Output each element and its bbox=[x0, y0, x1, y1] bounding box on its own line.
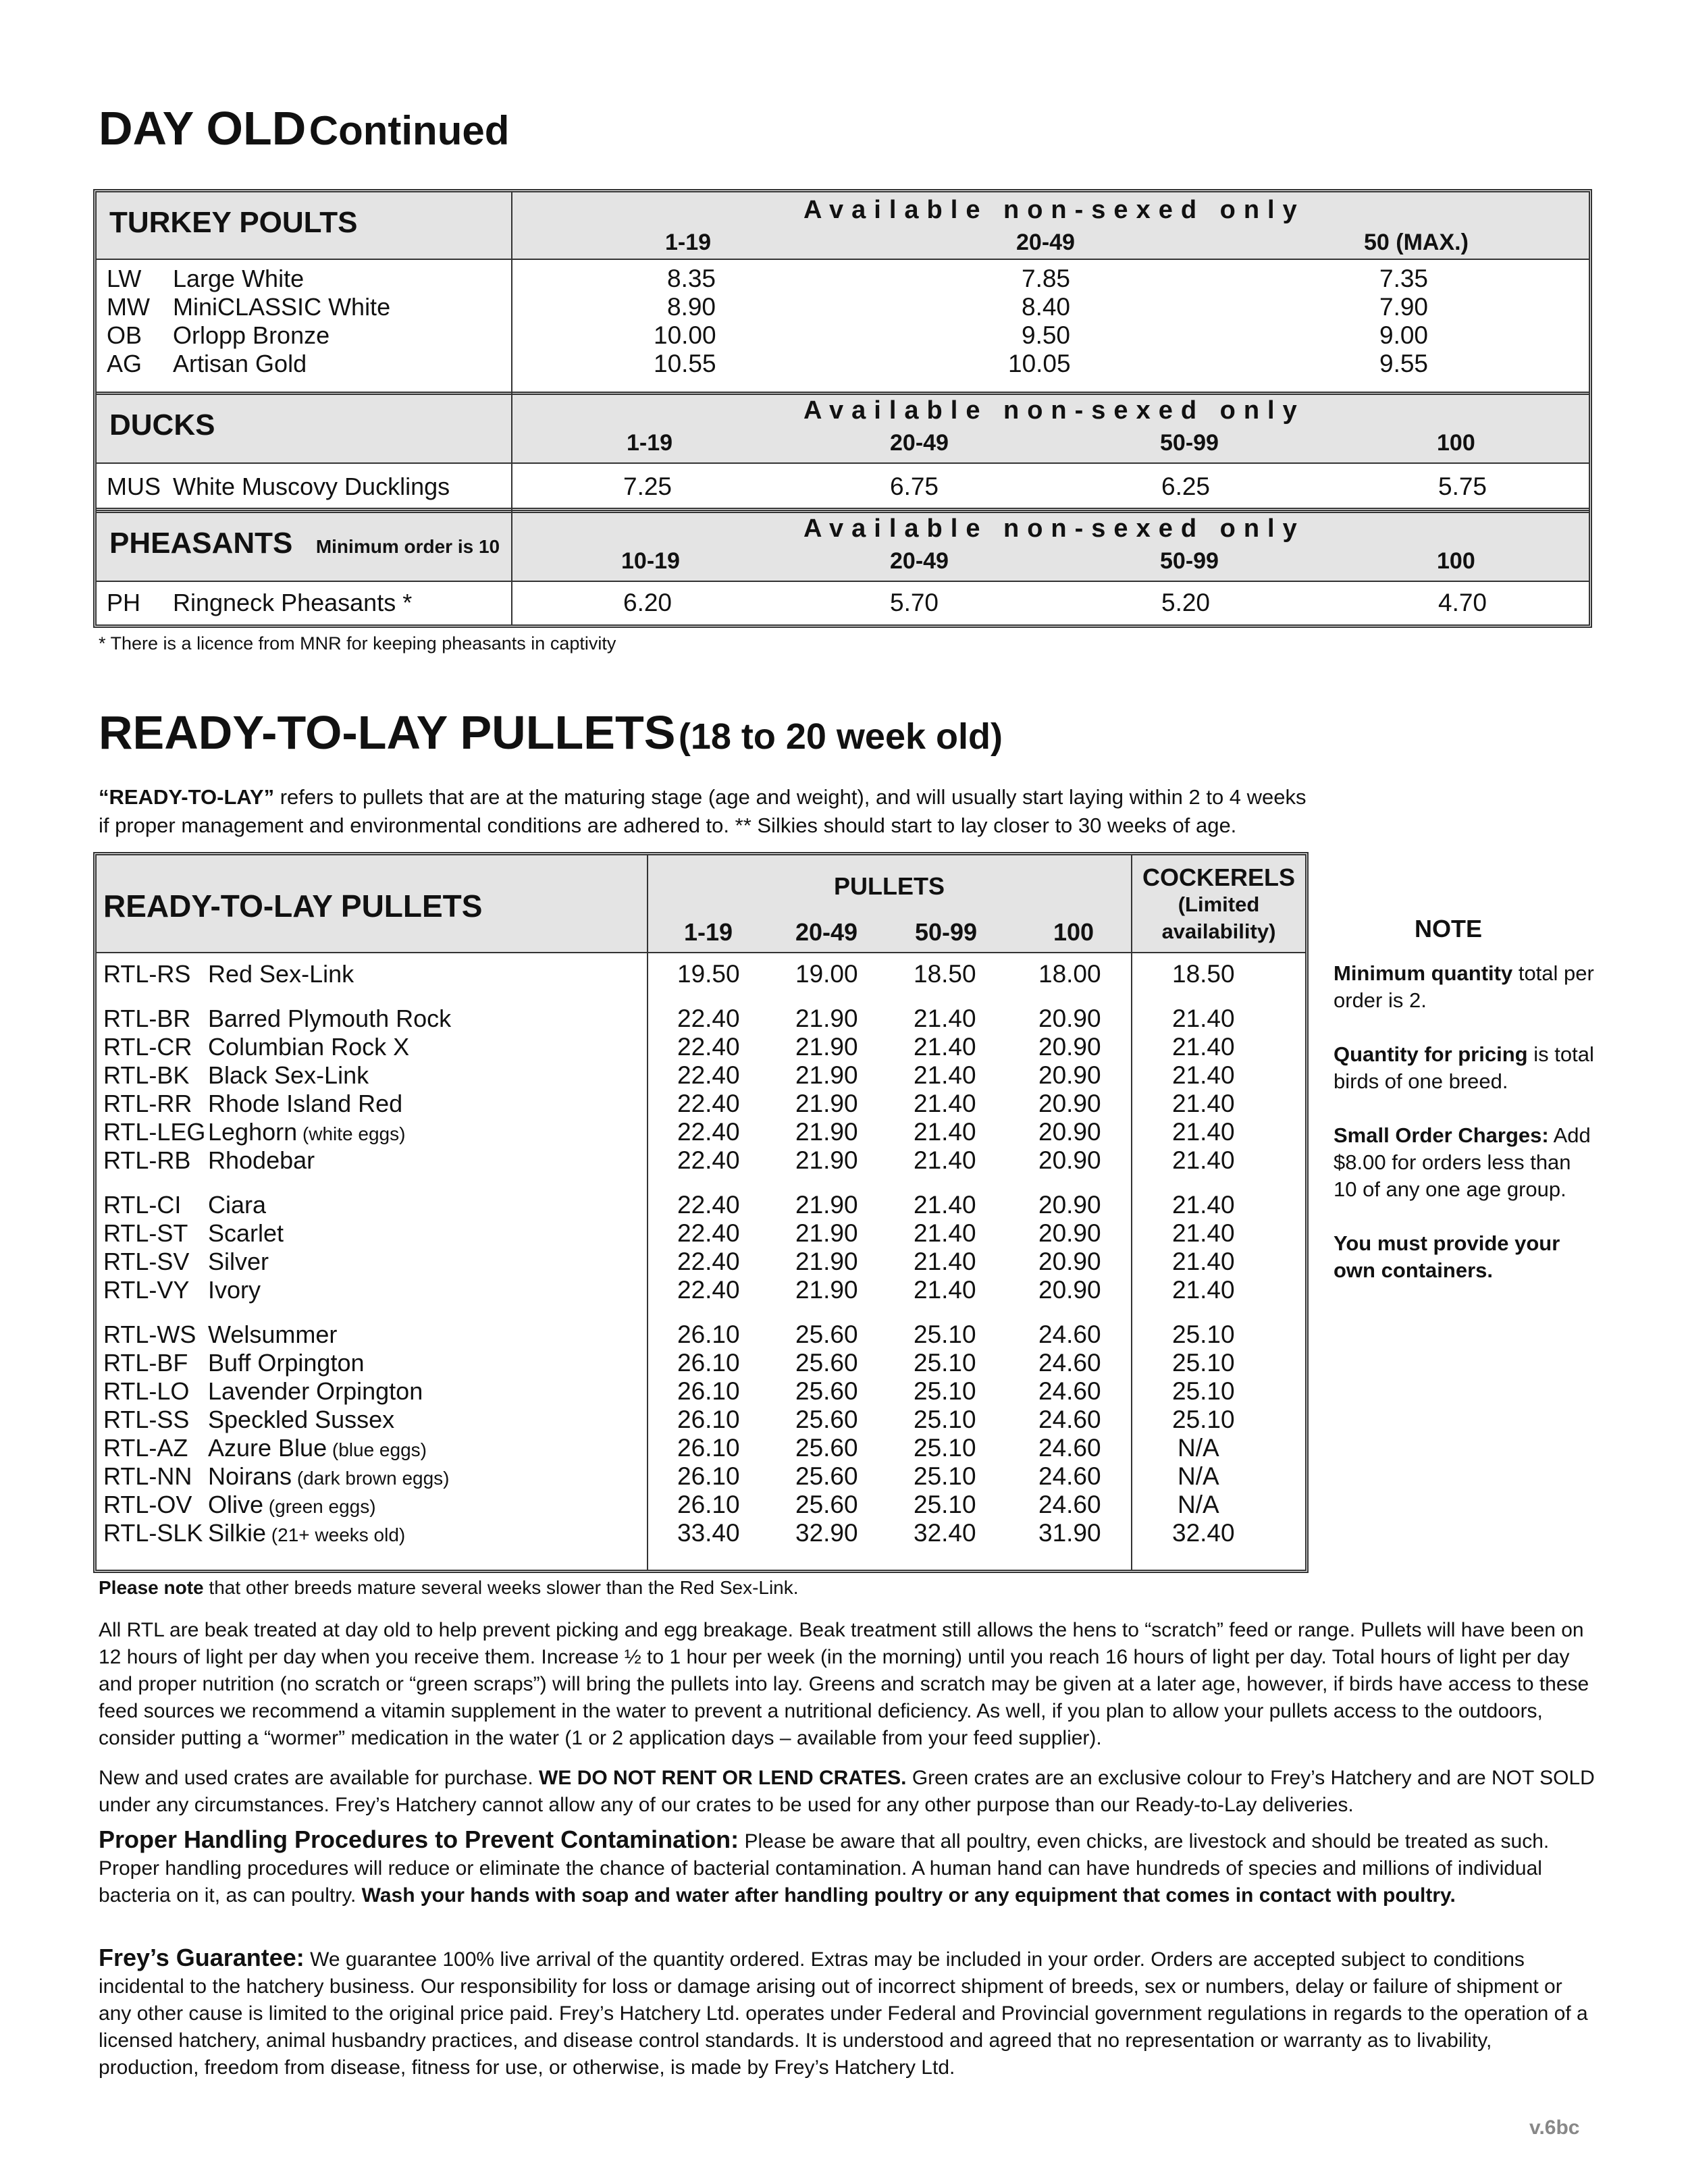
note-pricing-bold: Quantity for pricing bbox=[1334, 1042, 1528, 1066]
table-row bbox=[103, 1033, 1298, 1061]
turkey-col-50max: 50 (MAX.) bbox=[1364, 230, 1469, 255]
row-code: RTL-VY bbox=[103, 1276, 190, 1304]
row-egg-note: (green eggs) bbox=[263, 1496, 376, 1517]
price-cell: 21.40 bbox=[914, 1033, 976, 1061]
price-cell: 7.85 bbox=[1022, 265, 1071, 292]
price-cell: 22.40 bbox=[677, 1219, 740, 1247]
price-cell: 24.60 bbox=[1038, 1462, 1101, 1490]
price-cell: 19.00 bbox=[795, 960, 858, 988]
price-cell: 21.40 bbox=[914, 1118, 976, 1146]
note-containers: You must provide your own containers. bbox=[1334, 1231, 1560, 1282]
price-cell: 25.60 bbox=[795, 1321, 858, 1348]
row-name: Columbian Rock X bbox=[208, 1033, 410, 1061]
row-name: Lavender Orpington bbox=[208, 1377, 423, 1405]
price-cell: 9.55 bbox=[1379, 350, 1429, 377]
day-old-heading bbox=[99, 101, 509, 155]
price-cell: 21.90 bbox=[795, 1191, 858, 1219]
price-cell: 21.90 bbox=[795, 1146, 858, 1174]
price-cell: 26.10 bbox=[677, 1462, 740, 1490]
price-cell: 22.40 bbox=[677, 1005, 740, 1032]
cockerel-price-cell: 32.40 bbox=[1172, 1519, 1235, 1547]
price-cell: 26.10 bbox=[677, 1406, 740, 1433]
price-cell: 25.60 bbox=[795, 1434, 858, 1462]
price-cell: 6.75 bbox=[890, 473, 939, 500]
day-old-subtitle: Continued bbox=[309, 108, 510, 153]
row-name: Speckled Sussex bbox=[208, 1406, 395, 1433]
row-name: Noirans (dark brown eggs) bbox=[208, 1462, 450, 1490]
cockerel-price-cell: N/A bbox=[1178, 1462, 1219, 1490]
price-cell: 24.60 bbox=[1038, 1321, 1101, 1348]
guarantee-title: Frey’s Guarantee: bbox=[99, 1944, 305, 1971]
row-code: RTL-WS bbox=[103, 1321, 196, 1348]
pheasants-col: 100 bbox=[1437, 548, 1475, 574]
price-cell: 18.50 bbox=[914, 960, 976, 988]
row-egg-note: (21+ weeks old) bbox=[266, 1524, 406, 1545]
row-egg-note: (white eggs) bbox=[297, 1123, 406, 1144]
row-name: Artisan Gold bbox=[173, 350, 307, 377]
cockerels-availability: availability) bbox=[1161, 920, 1276, 943]
price-cell: 21.40 bbox=[914, 1005, 976, 1032]
row-name: Black Sex-Link bbox=[208, 1061, 369, 1089]
price-cell: 21.40 bbox=[914, 1061, 976, 1089]
please-note bbox=[99, 1577, 799, 1599]
price-cell: 21.40 bbox=[914, 1248, 976, 1275]
price-cell: 33.40 bbox=[677, 1519, 740, 1547]
table-row bbox=[103, 960, 1298, 988]
row-code: RTL-ST bbox=[103, 1219, 188, 1247]
table-row bbox=[103, 1349, 1298, 1377]
row-name: Buff Orpington bbox=[208, 1349, 365, 1377]
row-name: Scarlet bbox=[208, 1219, 284, 1247]
price-cell: 8.90 bbox=[667, 293, 716, 321]
handling-bold: Wash your hands with soap and water after handling poultry or any equipment that comes in contact with poultry. bbox=[361, 1884, 1456, 1907]
price-cell: 22.40 bbox=[677, 1118, 740, 1146]
cockerels-limited: (Limited bbox=[1178, 893, 1260, 916]
price-cell: 21.90 bbox=[795, 1118, 858, 1146]
price-cell: 5.70 bbox=[890, 589, 939, 616]
price-cell: 10.55 bbox=[654, 350, 716, 377]
price-cell: 8.35 bbox=[667, 265, 716, 292]
price-cell: 22.40 bbox=[677, 1191, 740, 1219]
table-row bbox=[103, 1191, 1298, 1219]
turkey-rows bbox=[107, 265, 1585, 378]
cockerel-price-cell: 21.40 bbox=[1172, 1090, 1235, 1117]
table-row bbox=[103, 1377, 1298, 1406]
row-code: RTL-RR bbox=[103, 1090, 192, 1117]
rtl-table-title: READY-TO-LAY PULLETS bbox=[103, 888, 483, 924]
price-cell: 20.90 bbox=[1038, 1033, 1101, 1061]
ducks-col: 1-19 bbox=[627, 430, 673, 456]
price-cell: 31.90 bbox=[1038, 1519, 1101, 1547]
crates-start: New and used crates are available for purchase. bbox=[99, 1767, 539, 1789]
price-cell: 21.90 bbox=[795, 1276, 858, 1304]
price-cell: 21.40 bbox=[914, 1219, 976, 1247]
note-title: NOTE bbox=[1415, 915, 1483, 942]
pheasants-col: 10-19 bbox=[621, 548, 680, 574]
cockerel-price-cell: 18.50 bbox=[1172, 960, 1235, 988]
price-cell: 25.60 bbox=[795, 1349, 858, 1377]
guarantee-paragraph bbox=[99, 1944, 1598, 2081]
price-cell: 20.90 bbox=[1038, 1191, 1101, 1219]
price-cell: 9.50 bbox=[1022, 321, 1071, 349]
price-cell: 21.90 bbox=[795, 1033, 858, 1061]
cockerels-label: COCKERELS bbox=[1142, 863, 1296, 891]
price-cell: 25.10 bbox=[914, 1321, 976, 1348]
rtl-heading bbox=[99, 705, 1003, 760]
price-cell: 26.10 bbox=[677, 1491, 740, 1518]
price-cell: 20.90 bbox=[1038, 1090, 1101, 1117]
rtl-intro bbox=[99, 783, 1307, 840]
row-code: RTL-SS bbox=[103, 1406, 190, 1433]
table-row bbox=[103, 1462, 1298, 1491]
row-name: Silkie (21+ weeks old) bbox=[208, 1519, 406, 1547]
rtl-col: 20-49 bbox=[795, 918, 858, 946]
cockerel-price-cell: 21.40 bbox=[1172, 1219, 1235, 1247]
price-cell: 25.10 bbox=[914, 1434, 976, 1462]
table-row bbox=[103, 1146, 1298, 1175]
price-cell: 21.90 bbox=[795, 1248, 858, 1275]
pheasants-availability: Available non-sexed only bbox=[803, 514, 1305, 543]
price-cell: 20.90 bbox=[1038, 1219, 1101, 1247]
price-cell: 21.90 bbox=[795, 1219, 858, 1247]
table-row bbox=[103, 1090, 1298, 1118]
pheasants-col: 20-49 bbox=[890, 548, 949, 574]
row-code: RTL-LEG bbox=[103, 1118, 206, 1146]
pheasants-footnote: * There is a licence from MNR for keeping pheasants in captivity bbox=[99, 633, 616, 654]
row-name: Rhode Island Red bbox=[208, 1090, 403, 1117]
note-box bbox=[1334, 960, 1597, 1284]
price-cell: 26.10 bbox=[677, 1321, 740, 1348]
note-small-order-bold: Small Order Charges: bbox=[1334, 1123, 1549, 1147]
row-name: Leghorn (white eggs) bbox=[208, 1118, 406, 1146]
row-name: Olive (green eggs) bbox=[208, 1491, 376, 1518]
note-pricing-text: is total birds of one breed. bbox=[1334, 1042, 1594, 1093]
price-cell: 22.40 bbox=[677, 1276, 740, 1304]
price-cell: 25.60 bbox=[795, 1491, 858, 1518]
price-cell: 18.00 bbox=[1038, 960, 1101, 988]
handling-paragraph bbox=[99, 1826, 1598, 1909]
row-name: Silver bbox=[208, 1248, 269, 1275]
pheasants-title-wrap bbox=[109, 527, 500, 560]
ducks-col: 50-99 bbox=[1160, 430, 1219, 456]
cockerel-price-cell: N/A bbox=[1178, 1491, 1219, 1518]
rtl-intro-bold: “READY-TO-LAY” bbox=[99, 785, 275, 809]
price-cell: 24.60 bbox=[1038, 1377, 1101, 1405]
table-row bbox=[103, 1276, 1298, 1304]
price-cell: 5.75 bbox=[1438, 473, 1487, 500]
version-label: v.6bc bbox=[1529, 2116, 1580, 2139]
row-code: RTL-AZ bbox=[103, 1434, 188, 1462]
table-row bbox=[103, 1118, 1298, 1146]
turkey-col-20-49: 20-49 bbox=[1016, 230, 1075, 255]
row-code: RTL-CR bbox=[103, 1033, 192, 1061]
row-name: Rhodebar bbox=[208, 1146, 315, 1174]
price-cell: 21.40 bbox=[914, 1146, 976, 1174]
rtl-subtitle: (18 to 20 week old) bbox=[678, 716, 1003, 757]
turkey-availability: Available non-sexed only bbox=[803, 196, 1305, 224]
row-code: MW bbox=[107, 293, 150, 321]
cockerel-price-cell: 25.10 bbox=[1172, 1377, 1235, 1405]
table-row bbox=[103, 1491, 1298, 1519]
row-name: Ringneck Pheasants * bbox=[173, 589, 413, 616]
table-row bbox=[107, 265, 1585, 293]
row-name: Welsummer bbox=[208, 1321, 338, 1348]
row-code: OB bbox=[107, 321, 142, 349]
price-cell: 25.10 bbox=[914, 1349, 976, 1377]
price-cell: 24.60 bbox=[1038, 1491, 1101, 1518]
cockerel-price-cell: 21.40 bbox=[1172, 1146, 1235, 1174]
rtl-col: 50-99 bbox=[915, 918, 978, 946]
note-small-order-text: Add $8.00 for orders less than 10 of any one age group. bbox=[1334, 1123, 1591, 1201]
price-cell: 25.10 bbox=[914, 1462, 976, 1490]
row-code: RTL-SLK bbox=[103, 1519, 203, 1547]
row-name: Azure Blue (blue eggs) bbox=[208, 1434, 427, 1462]
row-code: RTL-BR bbox=[103, 1005, 191, 1032]
price-cell: 25.10 bbox=[914, 1377, 976, 1405]
row-name: Ivory bbox=[208, 1276, 261, 1304]
please-note-text: that other breeds mature several weeks slower than the Red Sex-Link. bbox=[203, 1577, 799, 1598]
cockerel-price-cell: 21.40 bbox=[1172, 1248, 1235, 1275]
pheasants-title: PHEASANTS bbox=[109, 527, 293, 560]
table-row bbox=[103, 1219, 1298, 1248]
row-code: RTL-NN bbox=[103, 1462, 192, 1490]
price-cell: 22.40 bbox=[677, 1248, 740, 1275]
price-cell: 25.60 bbox=[795, 1377, 858, 1405]
table-row bbox=[103, 1434, 1298, 1462]
row-code: PH bbox=[107, 589, 141, 616]
cockerel-price-cell: 21.40 bbox=[1172, 1191, 1235, 1219]
handling-text: Please be aware that all poultry, even chicks, are livestock and should be treated as such. Proper handling procedures will reduce or eliminate the chance of bacterial contamination. A human hand can have hundreds of species and millions of individual bacteria on it, as can poultry. bbox=[99, 1830, 1550, 1907]
cockerel-price-cell: 21.40 bbox=[1172, 1276, 1235, 1304]
price-cell: 25.10 bbox=[914, 1406, 976, 1433]
row-name: Ciara bbox=[208, 1191, 267, 1219]
table-row bbox=[107, 321, 1585, 350]
row-name: Orlopp Bronze bbox=[173, 321, 330, 349]
pheasants-col: 50-99 bbox=[1160, 548, 1219, 574]
rtl-intro-line2: if proper management and environmental conditions are adhered to. ** Silkies should start to lay closer to 30 weeks of age. bbox=[99, 814, 1237, 837]
table-row bbox=[103, 1248, 1298, 1276]
rtl-col: 100 bbox=[1053, 918, 1094, 946]
price-cell: 25.60 bbox=[795, 1406, 858, 1433]
price-cell: 26.10 bbox=[677, 1377, 740, 1405]
price-cell: 7.25 bbox=[623, 473, 672, 500]
rtl-intro-line1: refers to pullets that are at the maturing stage (age and weight), and will usually start laying within 2 to 4 weeks bbox=[274, 785, 1307, 809]
beak-paragraph: All RTL are beak treated at day old to help prevent picking and egg breakage. Beak treatment still allows the hens to “scratch” feed or range. Pullets will have been on 12 hours of light per day when you receive them. Increase ½ to 1 hour per week (in the morning) until you reach 16 hours of light per day. Total hours of light per day and proper nutrition (no scratch or “green scraps”) will bring the pullets into lay. Greens and scratch may be given at a later age, however, if birds have access to these feed sources we recommend a vitamin supplement in the water to prevent a nutritional deficiency. As well, if you plan to allow your pullets access to the outdoors, consider putting a “wormer” medication in the water (1 or 2 application days – available from your feed supplier). bbox=[99, 1619, 1589, 1749]
price-cell: 7.90 bbox=[1379, 293, 1429, 321]
price-cell: 22.40 bbox=[677, 1061, 740, 1089]
price-cell: 9.00 bbox=[1379, 321, 1429, 349]
row-name: Barred Plymouth Rock bbox=[208, 1005, 452, 1032]
row-code: RTL-RS bbox=[103, 960, 191, 988]
note-min-qty-text: total per order is 2. bbox=[1334, 961, 1594, 1012]
rtl-title: READY-TO-LAY PULLETS bbox=[99, 706, 676, 759]
row-name: Red Sex-Link bbox=[208, 960, 354, 988]
price-cell: 24.60 bbox=[1038, 1406, 1101, 1433]
row-egg-note: (dark brown eggs) bbox=[292, 1468, 450, 1489]
pheasants-min-note: Minimum order is 10 bbox=[315, 536, 500, 557]
day-old-title: DAY OLD bbox=[99, 102, 307, 155]
ducks-availability: Available non-sexed only bbox=[803, 396, 1305, 425]
cockerel-price-cell: 21.40 bbox=[1172, 1005, 1235, 1032]
cockerel-price-cell: 25.10 bbox=[1172, 1321, 1235, 1348]
price-cell: 21.40 bbox=[914, 1191, 976, 1219]
price-cell: 22.40 bbox=[677, 1033, 740, 1061]
ducks-title: DUCKS bbox=[109, 408, 215, 442]
duck-row bbox=[107, 473, 1585, 503]
ducks-col: 100 bbox=[1437, 430, 1475, 456]
price-cell: 22.40 bbox=[677, 1146, 740, 1174]
cockerel-price-cell: 21.40 bbox=[1172, 1061, 1235, 1089]
crates-paragraph bbox=[99, 1765, 1598, 1819]
table-row bbox=[103, 1519, 1298, 1547]
cockerel-price-cell: 21.40 bbox=[1172, 1118, 1235, 1146]
price-cell: 26.10 bbox=[677, 1349, 740, 1377]
rtl-col: 1-19 bbox=[684, 918, 733, 946]
row-name: Large White bbox=[173, 265, 305, 292]
row-code: MUS bbox=[107, 473, 161, 500]
pheasant-row bbox=[107, 589, 1585, 619]
price-cell: 22.40 bbox=[677, 1090, 740, 1117]
price-cell: 20.90 bbox=[1038, 1146, 1101, 1174]
cockerel-price-cell: 25.10 bbox=[1172, 1406, 1235, 1433]
row-code: RTL-BF bbox=[103, 1349, 188, 1377]
price-cell: 19.50 bbox=[677, 960, 740, 988]
row-name: MiniCLASSIC White bbox=[173, 293, 391, 321]
price-cell: 32.90 bbox=[795, 1519, 858, 1547]
price-cell: 25.10 bbox=[914, 1491, 976, 1518]
turkey-col-1-19: 1-19 bbox=[665, 230, 712, 255]
row-code: RTL-CI bbox=[103, 1191, 182, 1219]
table-row bbox=[103, 1321, 1298, 1349]
price-cell: 5.20 bbox=[1161, 589, 1211, 616]
row-code: RTL-RB bbox=[103, 1146, 191, 1174]
price-cell: 7.35 bbox=[1379, 265, 1429, 292]
price-cell: 21.90 bbox=[795, 1061, 858, 1089]
price-cell: 24.60 bbox=[1038, 1349, 1101, 1377]
cockerels-header bbox=[1134, 864, 1303, 945]
price-cell: 21.40 bbox=[914, 1276, 976, 1304]
pullets-label: PULLETS bbox=[834, 872, 945, 900]
please-note-bold: Please note bbox=[99, 1577, 204, 1598]
cockerel-price-cell: N/A bbox=[1178, 1434, 1219, 1462]
note-min-qty-bold: Minimum quantity bbox=[1334, 961, 1513, 985]
crates-bold: WE DO NOT RENT OR LEND CRATES. bbox=[539, 1767, 907, 1789]
table-row bbox=[103, 1061, 1298, 1090]
price-cell: 6.20 bbox=[623, 589, 672, 616]
table-row bbox=[103, 1406, 1298, 1434]
row-code: RTL-SV bbox=[103, 1248, 190, 1275]
handling-title: Proper Handling Procedures to Prevent Contamination: bbox=[99, 1826, 739, 1853]
price-cell: 20.90 bbox=[1038, 1248, 1101, 1275]
price-cell: 20.90 bbox=[1038, 1118, 1101, 1146]
price-cell: 10.00 bbox=[654, 321, 716, 349]
price-cell: 21.40 bbox=[914, 1090, 976, 1117]
price-cell: 20.90 bbox=[1038, 1061, 1101, 1089]
row-code: AG bbox=[107, 350, 142, 377]
price-cell: 24.60 bbox=[1038, 1434, 1101, 1462]
table-row bbox=[103, 1005, 1298, 1033]
row-code: LW bbox=[107, 265, 142, 292]
price-cell: 20.90 bbox=[1038, 1276, 1101, 1304]
price-cell: 26.10 bbox=[677, 1434, 740, 1462]
row-egg-note: (blue eggs) bbox=[327, 1439, 427, 1460]
row-name: White Muscovy Ducklings bbox=[173, 473, 450, 500]
price-cell: 20.90 bbox=[1038, 1005, 1101, 1032]
ducks-col: 20-49 bbox=[890, 430, 949, 456]
cockerel-price-cell: 25.10 bbox=[1172, 1349, 1235, 1377]
price-cell: 4.70 bbox=[1438, 589, 1487, 616]
price-cell: 10.05 bbox=[1008, 350, 1071, 377]
price-cell: 6.25 bbox=[1161, 473, 1211, 500]
crates-rest: Green crates are an exclusive colour to Frey’s Hatchery and are NOT SOLD under any circumstances. Frey’s Hatchery cannot allow any of our crates to be used for any other purpose than our Ready-to-Lay deliveries. bbox=[99, 1767, 1595, 1816]
price-cell: 21.90 bbox=[795, 1090, 858, 1117]
cockerel-price-cell: 21.40 bbox=[1172, 1033, 1235, 1061]
guarantee-text: We guarantee 100% live arrival of the quantity ordered. Extras may be included in your order. Orders are accepted subject to conditions incidental to the hatchery business. Our responsibility for loss or damage arising out of incorrect shipment of breeds, sex or numbers, delay or failure of shipment or any other cause is limited to the original price paid. Frey’s Hatchery Ltd. operates under Federal and Provincial government regulations in regards to the operation of a licensed hatchery, animal husbandry practices, and disease control standards. It is understood and agreed that no representation or warranty as to livability, production, freedom from disease, fitness for use, or otherwise, is made by Frey’s Hatchery Ltd. bbox=[99, 1948, 1588, 2079]
price-cell: 21.90 bbox=[795, 1005, 858, 1032]
row-code: RTL-BK bbox=[103, 1061, 190, 1089]
price-cell: 8.40 bbox=[1022, 293, 1071, 321]
row-code: RTL-LO bbox=[103, 1377, 190, 1405]
table-row bbox=[107, 350, 1585, 378]
row-code: RTL-OV bbox=[103, 1491, 192, 1518]
price-cell: 25.60 bbox=[795, 1462, 858, 1490]
table-row bbox=[107, 293, 1585, 321]
turkey-title: TURKEY POULTS bbox=[109, 206, 358, 239]
price-cell: 32.40 bbox=[914, 1519, 976, 1547]
